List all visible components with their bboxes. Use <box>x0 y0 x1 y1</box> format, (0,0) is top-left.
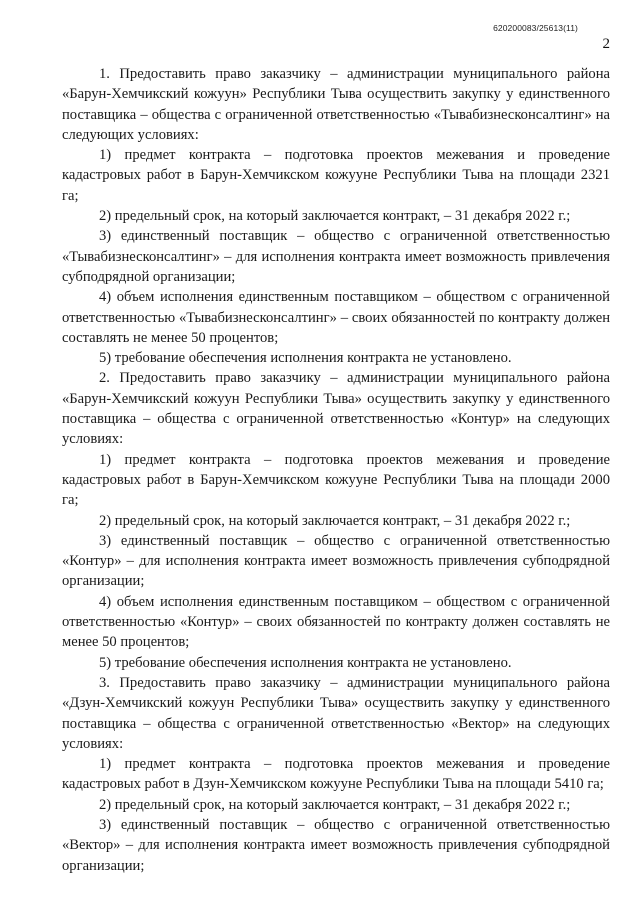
paragraph-item-1: 1. Предоставить право заказчику – администрации муниципального района «Барун-Хемчикский кожуун» Республики Тыва осуществить закупку у единственного поставщика – общества с ограниченной ответственностью «Тывабизнесконсалтинг» на следующих условиях: <box>62 66 610 143</box>
paragraph-subitem: 5) требование обеспечения исполнения контракта не установлено. <box>99 654 512 671</box>
paragraph-subitem: 1) предмет контракта – подготовка проектов межевания и проведение кадастровых работ в Дзун-Хемчикском кожууне Республики Тыва на площади 5410 га; <box>62 756 610 793</box>
paragraph-subitem: 3) единственный поставщик – общество с ограниченной ответственностью «Контур» – для исполнения контракта имеет возможность привлечения субподрядной организации; <box>62 532 610 590</box>
paragraph-subitem: 3) единственный поставщик – общество с ограниченной ответственностью «Тывабизнесконсалтинг» – для исполнения контракта имеет возможность привлечения субподрядной организации; <box>62 228 610 285</box>
paragraph-subitem: 5) требование обеспечения исполнения контракта не установлено. <box>99 350 512 367</box>
paragraph-subitem: 1) предмет контракта – подготовка проектов межевания и проведение кадастровых работ в Барун-Хемчикском кожууне Республики Тыва на площади 2000 га; <box>62 451 610 509</box>
paragraph-subitem: 2) предельный срок, на который заключается контракт, – 31 декабря 2022 г.; <box>99 208 571 225</box>
paragraph-subitem: 4) объем исполнения единственным поставщиком – обществом с ограниченной ответственностью «Тывабизнесконсалтинг» – своих обязанностей по контракту должен составлять не менее 50 процентов; <box>62 289 610 346</box>
paragraph-subitem: 3) единственный поставщик – общество с ограниченной ответственностью «Вектор» – для исполнения контракта имеет возможность привлечения субподрядной организации; <box>62 816 610 874</box>
document-code: 620200083/25613(11) <box>493 23 578 33</box>
paragraph-subitem: 2) предельный срок, на который заключается контракт, – 31 декабря 2022 г.; <box>99 512 571 529</box>
paragraph-subitem: 4) объем исполнения единственным поставщиком – обществом с ограниченной ответственностью «Контур» – своих обязанностей по контракту должен составлять не менее 50 процентов; <box>62 593 610 651</box>
paragraph-subitem: 1) предмет контракта – подготовка проектов межевания и проведение кадастровых работ в Барун-Хемчикском кожууне Республики Тыва на площади 2321 га; <box>62 147 610 204</box>
paragraph-subitem: 2) предельный срок, на который заключается контракт, – 31 декабря 2022 г.; <box>99 796 571 813</box>
document-body <box>62 64 610 876</box>
page-number: 2 <box>602 36 610 52</box>
paragraph-item-2: 2. Предоставить право заказчику – администрации муниципального района «Барун-Хемчикский кожуун Республики Тыва» осуществить закупку у единственного поставщика – общества с ограниченной ответственностью «Контур» на следующих условиях: <box>62 370 610 448</box>
paragraph-item-3: 3. Предоставить право заказчику – администрации муниципального района «Дзун-Хемчикский кожуун Республики Тыва» осуществить закупку у единственного поставщика – общества с ограниченной ответственностью «Вектор» на следующих условиях: <box>62 674 610 752</box>
